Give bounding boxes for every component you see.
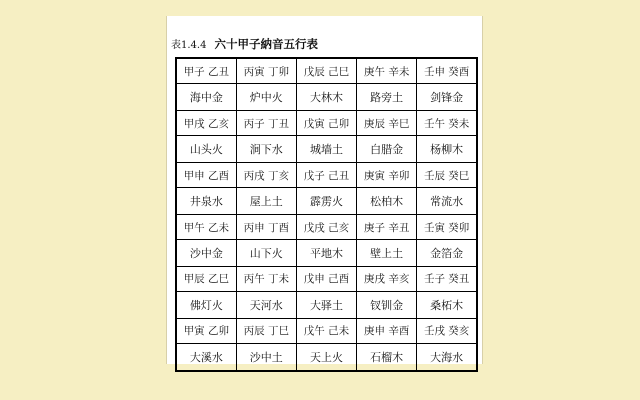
table-row-ganzhi <box>176 58 477 84</box>
table-cell: 庚午 辛未 <box>357 58 417 84</box>
table-row-nayin <box>176 240 477 267</box>
table-cell: 戊寅 己卯 <box>296 111 356 136</box>
table-cell: 丙辰 丁巳 <box>236 318 296 343</box>
table-cell: 甲寅 乙卯 <box>176 318 236 343</box>
table-cell: 城墙土 <box>296 136 356 163</box>
table-cell: 山下火 <box>236 240 296 267</box>
table-cell: 山头火 <box>176 136 236 163</box>
table-cell: 庚辰 辛巳 <box>357 111 417 136</box>
table-cell: 戊戌 己亥 <box>296 214 356 239</box>
table-row-ganzhi <box>176 266 477 291</box>
table-cell: 甲戌 乙亥 <box>176 111 236 136</box>
table-cell: 霹雳火 <box>296 188 356 215</box>
table-cell: 剑锋金 <box>417 84 477 111</box>
table-cell: 大溪水 <box>176 343 236 371</box>
table-row-nayin <box>176 136 477 163</box>
table-row-ganzhi <box>176 163 477 188</box>
table-cell: 庚子 辛丑 <box>357 214 417 239</box>
table-number: 表1.4.4 <box>171 40 207 51</box>
table-cell: 戊子 己丑 <box>296 163 356 188</box>
table-cell: 丙午 丁未 <box>236 266 296 291</box>
table-cell: 甲午 乙未 <box>176 214 236 239</box>
table-cell: 大驿土 <box>296 292 356 319</box>
table-cell: 大林木 <box>296 84 356 111</box>
table-row-ganzhi <box>176 318 477 343</box>
table-row-nayin <box>176 343 477 371</box>
table-cell: 壬子 癸丑 <box>417 266 477 291</box>
table-cell: 丙申 丁酉 <box>236 214 296 239</box>
table-cell: 涧下水 <box>236 136 296 163</box>
table-cell: 路旁土 <box>357 84 417 111</box>
table-cell: 桑柘木 <box>417 292 477 319</box>
table-caption <box>171 36 318 52</box>
table-cell: 壬寅 癸卯 <box>417 214 477 239</box>
table-cell: 海中金 <box>176 84 236 111</box>
table-cell: 炉中火 <box>236 84 296 111</box>
table-cell: 庚戌 辛亥 <box>357 266 417 291</box>
table-cell: 甲子 乙丑 <box>176 58 236 84</box>
table-row-nayin <box>176 188 477 215</box>
table-cell: 平地木 <box>296 240 356 267</box>
table-cell: 戊辰 己巳 <box>296 58 356 84</box>
table-cell: 天河水 <box>236 292 296 319</box>
table-cell: 丙戌 丁亥 <box>236 163 296 188</box>
table-cell: 白腊金 <box>357 136 417 163</box>
table-row-nayin <box>176 84 477 111</box>
document-page <box>166 16 483 364</box>
table-cell: 壬午 癸未 <box>417 111 477 136</box>
table-title: 六十甲子納音五行表 <box>214 37 318 51</box>
table-cell: 壁上土 <box>357 240 417 267</box>
nayin-table <box>175 57 478 372</box>
table-cell: 庚寅 辛卯 <box>357 163 417 188</box>
table-cell: 松柏木 <box>357 188 417 215</box>
table-cell: 沙中金 <box>176 240 236 267</box>
table-cell: 戊午 己未 <box>296 318 356 343</box>
table-cell: 沙中土 <box>236 343 296 371</box>
table-cell: 戊申 己酉 <box>296 266 356 291</box>
table-cell: 佛灯火 <box>176 292 236 319</box>
table-cell: 甲辰 乙巳 <box>176 266 236 291</box>
table-cell: 井泉水 <box>176 188 236 215</box>
table-cell: 壬申 癸酉 <box>417 58 477 84</box>
table-cell: 杨柳木 <box>417 136 477 163</box>
table-cell: 壬辰 癸巳 <box>417 163 477 188</box>
table-cell: 丙寅 丁卯 <box>236 58 296 84</box>
table-cell: 壬戌 癸亥 <box>417 318 477 343</box>
table-cell: 石榴木 <box>357 343 417 371</box>
table-row-ganzhi <box>176 111 477 136</box>
table-cell: 金箔金 <box>417 240 477 267</box>
table-cell: 丙子 丁丑 <box>236 111 296 136</box>
table-row-ganzhi <box>176 214 477 239</box>
table-cell: 甲申 乙酉 <box>176 163 236 188</box>
table-row-nayin <box>176 292 477 319</box>
table-cell: 屋上土 <box>236 188 296 215</box>
table-cell: 天上火 <box>296 343 356 371</box>
table-cell: 大海水 <box>417 343 477 371</box>
table-cell: 庚申 辛酉 <box>357 318 417 343</box>
table-cell: 钗钏金 <box>357 292 417 319</box>
table-cell: 常流水 <box>417 188 477 215</box>
